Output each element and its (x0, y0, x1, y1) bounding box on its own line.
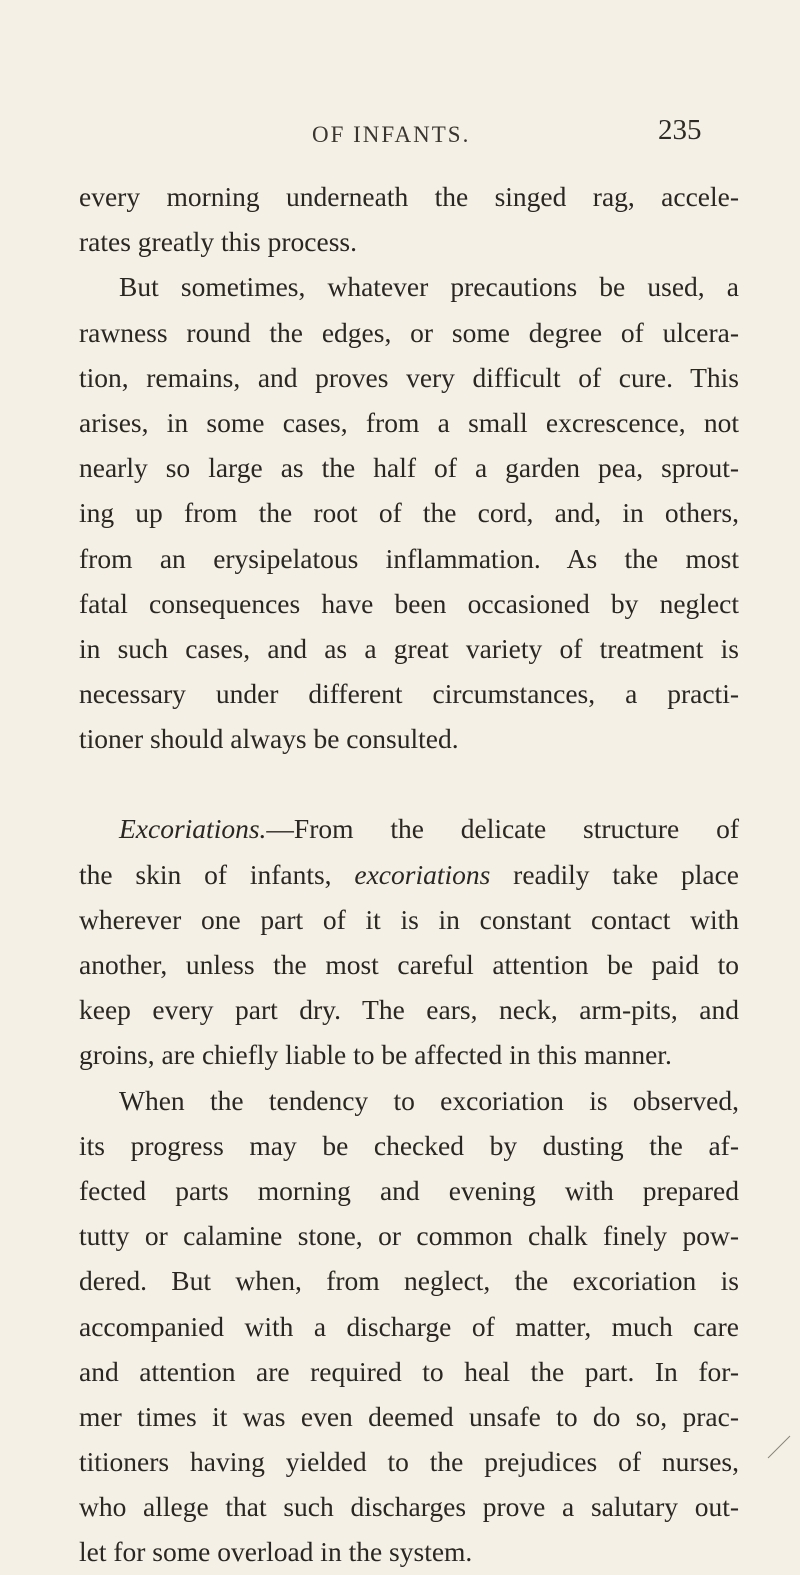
text-line (79, 806, 739, 851)
text-line: wherever one part of it is in constant contact with (79, 903, 739, 935)
body-text (79, 174, 739, 1575)
text-line: accompanied with a discharge of matter, much care (79, 1310, 739, 1342)
text-line: tioner should always be consulted. (79, 723, 459, 755)
text-line: fatal consequences have been occasioned by neglect (79, 587, 739, 619)
paragraph-gap (79, 761, 739, 806)
text-line: rawness round the edges, or some degree of ulcera- (79, 316, 739, 348)
page-corner-mark (766, 1434, 792, 1460)
text-line: mer times it was even deemed unsafe to do so, prac- (79, 1400, 739, 1432)
text-line: let for some overload in the system. (79, 1536, 473, 1568)
text-line (79, 852, 739, 897)
text-line: dered. But when, from neglect, the excoriation is (79, 1265, 739, 1297)
text-line: arises, in some cases, from a small excrescence, not (79, 406, 739, 438)
text-line: from an erysipelatous inflammation. As the most (79, 542, 739, 574)
text-line: another, unless the most careful attention be paid to (79, 949, 739, 980)
section-heading: Excoriations. (119, 813, 267, 845)
text-line: But sometimes, whatever precautions be used, a (119, 271, 739, 303)
text-line: who allege that such discharges prove a salutary out- (79, 1491, 739, 1523)
running-title: OF INFANTS. (312, 122, 471, 147)
text-line: titioners having yielded to the prejudices of nurses, (79, 1446, 739, 1478)
text-run: —From the delicate structure of (266, 813, 739, 845)
text-line: When the tendency to excoriation is observed, (119, 1084, 739, 1116)
italic-term: excoriations (354, 858, 491, 890)
page-number: 235 (658, 114, 702, 146)
text-line: necessary under different circumstances, a practi- (79, 678, 739, 710)
text-line: keep every part dry. The ears, neck, arm-pits, and (79, 994, 739, 1026)
text-line: nearly so large as the half of a garden pea, sprout- (79, 452, 739, 484)
text-line: ing up from the root of the cord, and, in others, (79, 497, 739, 529)
text-line: its progress may be checked by dusting the af- (79, 1129, 739, 1161)
running-header (0, 110, 800, 150)
text-run: the skin of infants, (79, 858, 355, 890)
text-line: fected parts morning and evening with prepared (79, 1174, 739, 1206)
text-line: in such cases, and as a great variety of treatment is (79, 632, 739, 664)
text-line: and attention are required to heal the part. In for- (79, 1355, 739, 1387)
text-run: readily take place (490, 858, 739, 890)
text-line: tion, remains, and proves very difficult of cure. This (79, 361, 739, 393)
text-line: rates greatly this process. (79, 226, 357, 258)
text-line: every morning underneath the singed rag, accele- (79, 181, 739, 212)
text-line: tutty or calamine stone, or common chalk finely pow- (79, 1220, 739, 1252)
text-line: groins, are chiefly liable to be affected in this manner. (79, 1039, 672, 1071)
